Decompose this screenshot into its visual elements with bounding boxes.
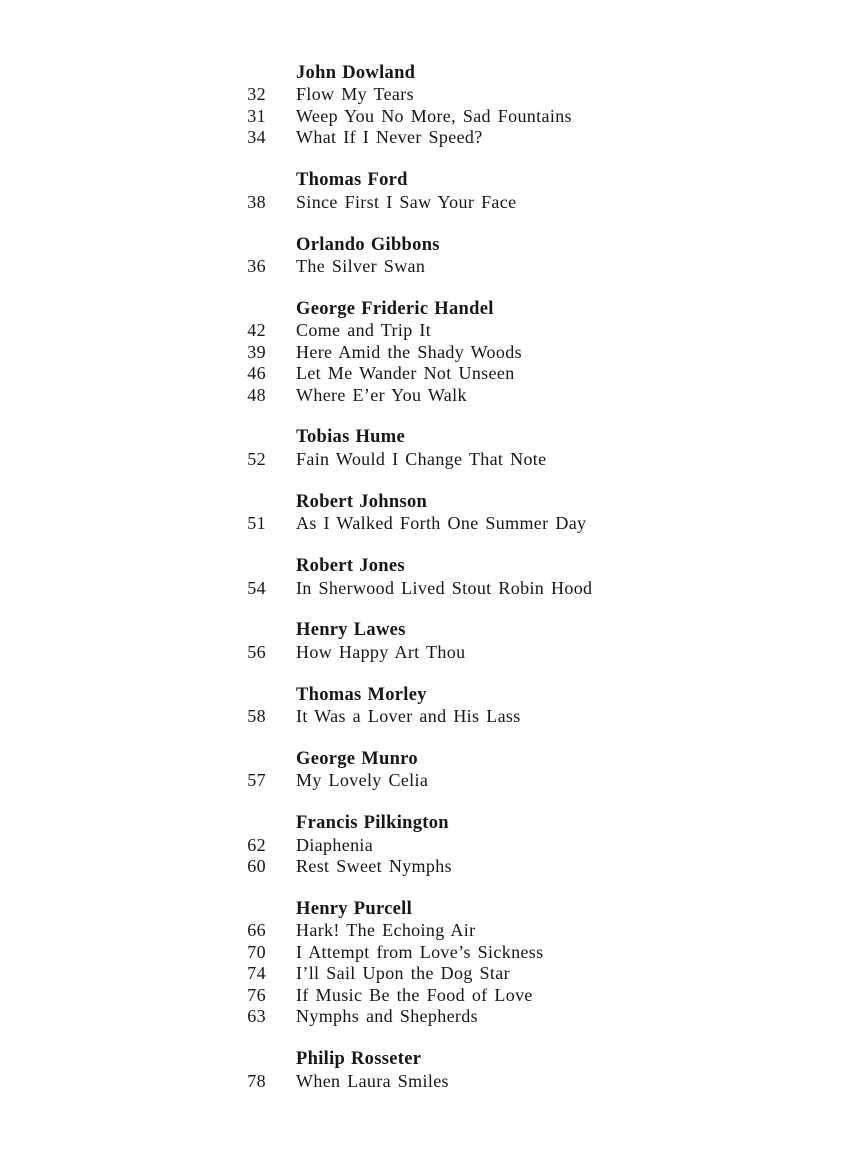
page-number: 60: [247, 856, 266, 877]
composer-group: [226, 899, 786, 1028]
composer-name: Thomas Morley: [296, 684, 427, 705]
composer-group: [226, 235, 786, 278]
composer-name: Henry Purcell: [296, 898, 413, 919]
page-number: 76: [247, 984, 266, 1005]
toc-entry: [226, 642, 786, 663]
toc-entry: [226, 920, 786, 941]
composer-heading-row: [226, 63, 786, 84]
composer-group: [226, 63, 786, 149]
composer-group: [226, 492, 786, 535]
composer-group: [226, 620, 786, 663]
song-title: The Silver Swan: [296, 255, 426, 276]
composer-name: Robert Johnson: [296, 491, 428, 512]
composer-name: George Munro: [296, 748, 418, 769]
composer-group: [226, 299, 786, 406]
composer-group: [226, 685, 786, 728]
song-title: What If I Never Speed?: [296, 127, 483, 148]
page-number: 34: [247, 127, 266, 148]
composer-group: [226, 813, 786, 877]
song-title: Hark! The Echoing Air: [296, 920, 476, 941]
song-title: Where E’er You Walk: [296, 384, 467, 405]
composer-name: Tobias Hume: [296, 427, 405, 448]
page-number: 42: [247, 320, 266, 341]
song-title: Weep You No More, Sad Fountains: [296, 105, 572, 126]
composer-group: [226, 749, 786, 792]
toc-entry: [226, 84, 786, 105]
composer-heading-row: [226, 1049, 786, 1070]
song-title: Since First I Saw Your Face: [296, 191, 517, 212]
page-number: 74: [247, 963, 266, 984]
toc-entry: [226, 770, 786, 791]
composer-heading-row: [226, 235, 786, 256]
page-number: 58: [247, 706, 266, 727]
composer-heading-row: [226, 899, 786, 920]
page-number: 54: [247, 577, 266, 598]
toc-entry: [226, 835, 786, 856]
table-of-contents: [226, 63, 786, 1113]
toc-entry: [226, 706, 786, 727]
page-number: 38: [247, 191, 266, 212]
song-title: Rest Sweet Nymphs: [296, 856, 452, 877]
song-title: I’ll Sail Upon the Dog Star: [296, 963, 510, 984]
song-title: In Sherwood Lived Stout Robin Hood: [296, 577, 593, 598]
page-number: 31: [247, 105, 266, 126]
composer-name: Philip Rosseter: [296, 1049, 422, 1070]
song-title: It Was a Lover and His Lass: [296, 706, 521, 727]
composer-heading-row: [226, 813, 786, 834]
toc-entry: [226, 385, 786, 406]
toc-entry: [226, 363, 786, 384]
composer-heading-row: [226, 299, 786, 320]
page-number: 51: [247, 513, 266, 534]
composer-group: [226, 170, 786, 213]
composer-name: Thomas Ford: [296, 170, 408, 191]
toc-entry: [226, 578, 786, 599]
composer-group: [226, 556, 786, 599]
song-title: Fain Would I Change That Note: [296, 448, 547, 469]
toc-entry: [226, 192, 786, 213]
page-number: 70: [247, 941, 266, 962]
song-title: Here Amid the Shady Woods: [296, 341, 522, 362]
page-number: 56: [247, 641, 266, 662]
song-title: I Attempt from Love’s Sickness: [296, 941, 544, 962]
page-number: 32: [247, 84, 266, 105]
song-title: My Lovely Celia: [296, 770, 429, 791]
page-number: 48: [247, 384, 266, 405]
song-title: Flow My Tears: [296, 84, 414, 105]
composer-name: Francis Pilkington: [296, 813, 449, 834]
toc-entry: [226, 342, 786, 363]
composer-name: Robert Jones: [296, 556, 405, 577]
toc-entry: [226, 985, 786, 1006]
page-number: 52: [247, 448, 266, 469]
composer-heading-row: [226, 170, 786, 191]
composer-heading-row: [226, 685, 786, 706]
composer-heading-row: [226, 556, 786, 577]
song-title: Diaphenia: [296, 834, 374, 855]
song-title: Come and Trip It: [296, 320, 432, 341]
song-title: When Laura Smiles: [296, 1070, 449, 1091]
song-title: Let Me Wander Not Unseen: [296, 363, 515, 384]
page-number: 36: [247, 255, 266, 276]
composer-heading-row: [226, 749, 786, 770]
composer-heading-row: [226, 620, 786, 641]
composer-name: George Frideric Handel: [296, 298, 494, 319]
toc-entry: [226, 513, 786, 534]
toc-entry: [226, 856, 786, 877]
composer-name: Henry Lawes: [296, 620, 406, 641]
toc-entry: [226, 449, 786, 470]
toc-entry: [226, 942, 786, 963]
page-number: 57: [247, 770, 266, 791]
page-number: 46: [247, 363, 266, 384]
song-title: As I Walked Forth One Summer Day: [296, 513, 587, 534]
composer-group: [226, 1049, 786, 1092]
page-number: 39: [247, 341, 266, 362]
toc-entry: [226, 320, 786, 341]
composer-heading-row: [226, 427, 786, 448]
toc-entry: [226, 963, 786, 984]
song-title: Nymphs and Shepherds: [296, 1006, 478, 1027]
toc-entry: [226, 1006, 786, 1027]
toc-entry: [226, 256, 786, 277]
page-number: 62: [247, 834, 266, 855]
toc-entry: [226, 1071, 786, 1092]
composer-name: Orlando Gibbons: [296, 234, 440, 255]
composer-name: John Dowland: [296, 63, 416, 83]
page-number: 63: [247, 1006, 266, 1027]
page-number: 66: [247, 920, 266, 941]
toc-entry: [226, 106, 786, 127]
composer-group: [226, 427, 786, 470]
page-number: 78: [247, 1070, 266, 1091]
song-title: If Music Be the Food of Love: [296, 984, 533, 1005]
composer-heading-row: [226, 492, 786, 513]
toc-entry: [226, 127, 786, 148]
song-title: How Happy Art Thou: [296, 641, 466, 662]
